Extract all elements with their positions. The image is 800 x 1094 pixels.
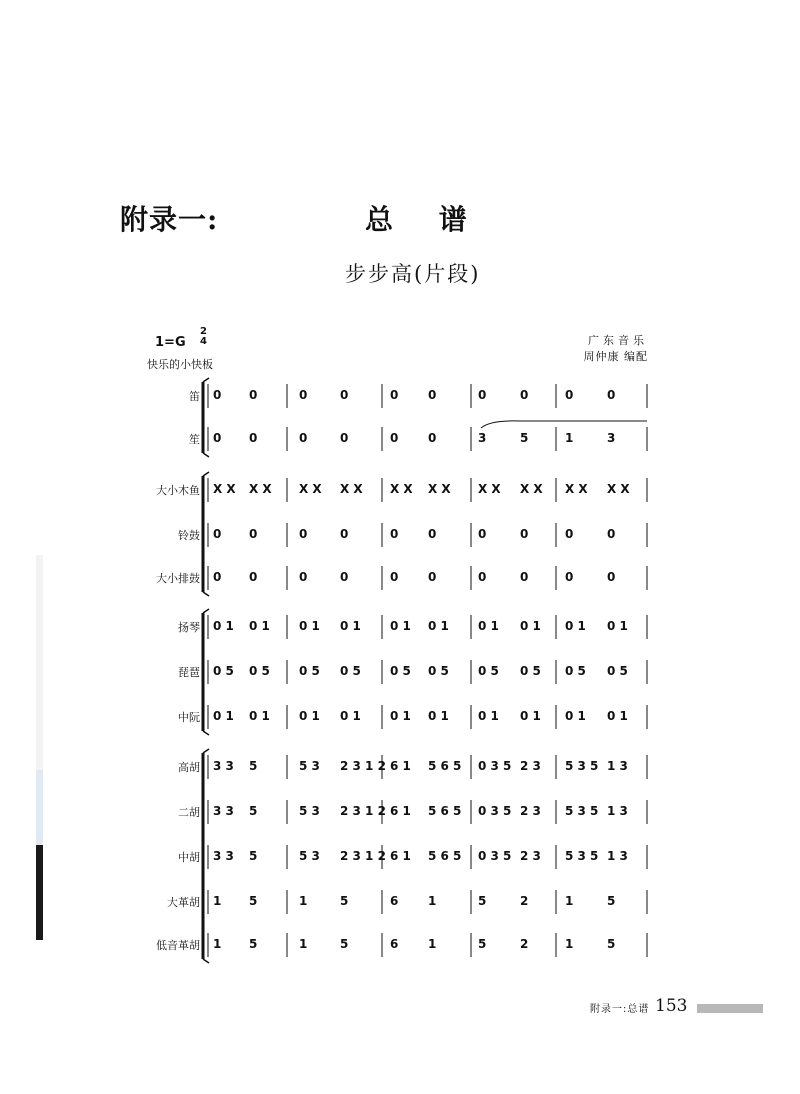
notation-cell: X X [213,482,236,496]
binding-strip [36,555,43,940]
group-bracket-hook [203,609,209,613]
notation-cell: X X [340,482,363,496]
instrument-label: 扬琴 [178,621,200,634]
notation-cell: 0 [299,570,308,584]
notation-cell: 5 [249,849,258,863]
notation-cell: 1 [213,937,222,951]
notation-cell: 0 [428,570,437,584]
notation-cell: 0 5 [520,664,541,678]
notation-cell: 0 1 [520,709,541,723]
notation-cell: 0 [565,570,574,584]
appendix-heading: 附录一: [120,203,219,236]
notation-cell: 1 [299,894,308,908]
tempo-marking: 快乐的小快板 [147,358,213,371]
notation-cell: 3 3 [213,759,234,773]
notation-cell: 1 [565,431,574,445]
notation-cell: X X [428,482,451,496]
notation-cell: X X [565,482,588,496]
notation-cell: 0 [299,527,308,541]
notation-cell: 0 [607,570,616,584]
notation-cell: 0 3 5 [478,759,512,773]
notation-cell: 1 [565,894,574,908]
notation-cell: 5 [249,894,258,908]
time-signature-bottom: 4 [200,336,207,347]
score-heading: 总 谱 [365,203,485,236]
notation-cell: 0 [249,431,258,445]
notation-cell: 5 [478,894,487,908]
instrument-label: 铃鼓 [178,529,200,542]
notation-cell: 0 1 [299,709,320,723]
notation-cell: 2 [520,894,529,908]
notation-cell: 6 1 [390,804,411,818]
notation-cell: X X [520,482,543,496]
notation-cell: 0 5 [607,664,628,678]
notation-cell: 0 [249,388,258,402]
time-signature-top: 2 [200,326,207,337]
footer-bar [697,1004,763,1013]
notation-cell: 5 6 5 [428,804,462,818]
key-signature: 1=G [155,335,186,350]
notation-cell: 3 3 [213,804,234,818]
notation-cell: X X [478,482,501,496]
notation-cell: 0 [390,527,399,541]
notation-cell: 0 [520,388,529,402]
notation-cell: 2 3 1 2 [340,849,386,863]
instrument-label: 笛 [189,390,200,403]
notation-cell: 0 [340,570,349,584]
music-source: 广东音乐 [588,334,648,347]
notation-cell: 0 5 [213,664,234,678]
notation-cell: 1 [213,894,222,908]
notation-cell: 0 1 [520,619,541,633]
notation-cell: 2 3 [520,759,541,773]
notation-cell: 1 [428,937,437,951]
notation-cell: 5 [607,894,616,908]
group-bracket-hook [203,453,209,457]
notation-cell: 0 1 [340,619,361,633]
group-bracket-hook [203,378,209,382]
notation-cell: 0 5 [299,664,320,678]
notation-cell: 0 [213,570,222,584]
notation-cell: 0 [390,388,399,402]
notation-cell: 0 [340,388,349,402]
notation-cell: 0 [428,527,437,541]
notation-cell: 1 [565,937,574,951]
notation-cell: 0 3 5 [478,804,512,818]
notation-cell: 0 [213,431,222,445]
notation-cell: 5 6 5 [428,759,462,773]
notation-cell: 0 [428,388,437,402]
notation-cell: 0 5 [428,664,449,678]
arranger-credit: 周仲康 编配 [583,350,648,363]
notation-cell: 0 [565,527,574,541]
notation-cell: 0 5 [565,664,586,678]
notation-cell: 2 3 [520,849,541,863]
notation-cell: 0 1 [390,709,411,723]
notation-cell: 5 3 [299,804,320,818]
notation-cell: 5 [249,937,258,951]
notation-cell: 0 1 [478,619,499,633]
instrument-label: 中胡 [178,851,200,864]
notation-cell: 0 5 [249,664,270,678]
notation-cell: 0 [299,388,308,402]
notation-cell: 6 [390,894,399,908]
notation-cell: 2 3 [520,804,541,818]
notation-cell: 0 5 [478,664,499,678]
page-number: 153 [655,996,688,1016]
instrument-label: 高胡 [178,761,200,774]
notation-cell: 6 1 [390,849,411,863]
notation-cell: 3 [478,431,487,445]
notation-cell: 0 [478,527,487,541]
notation-cell: 2 3 1 2 [340,804,386,818]
footer-text: 附录一:总谱 [590,1004,650,1015]
notation-cell: 5 3 5 [565,759,599,773]
notation-cell: 0 1 [607,619,628,633]
notation-cell: 3 [607,431,616,445]
notation-cell: 0 1 [390,619,411,633]
notation-cell: 0 [249,570,258,584]
notation-cell: 1 3 [607,849,628,863]
instrument-label: 中阮 [178,711,200,724]
notation-cell: 0 [428,431,437,445]
notation-cell: 5 [249,759,258,773]
notation-cell: 0 1 [565,619,586,633]
notation-cell: 0 [249,527,258,541]
group-bracket-hook [203,959,209,963]
notation-cell: 0 1 [249,619,270,633]
notation-cell: 5 [340,894,349,908]
notation-cell: 5 [607,937,616,951]
notation-cell: 5 6 5 [428,849,462,863]
notation-cell: 0 [565,388,574,402]
notation-cell: X X [299,482,322,496]
piece-title: 步步高(片段) [345,262,481,286]
notation-cell: 5 3 [299,849,320,863]
notation-cell: 0 1 [478,709,499,723]
notation-cell: 5 [520,431,529,445]
instrument-label: 低音革胡 [156,939,200,952]
notation-cell: 0 1 [340,709,361,723]
notation-cell: 0 5 [390,664,411,678]
group-bracket-hook [203,749,209,753]
notation-cell: 0 [213,527,222,541]
notation-cell: 5 [478,937,487,951]
notation-cell: 0 [213,388,222,402]
notation-cell: 0 [390,570,399,584]
notation-cell: 0 1 [428,619,449,633]
notation-cell: 0 [607,527,616,541]
notation-cell: 2 [520,937,529,951]
instrument-label: 大小木鱼 [156,484,200,497]
notation-cell: 6 [390,937,399,951]
notation-cell: 0 1 [249,709,270,723]
notation-cell: 0 [607,388,616,402]
notation-cell: 5 3 [299,759,320,773]
notation-cell: 0 1 [213,709,234,723]
notation-cell: 5 3 5 [565,849,599,863]
notation-cell: 1 3 [607,804,628,818]
notation-cell: 0 1 [299,619,320,633]
instrument-label: 二胡 [178,806,200,819]
notation-cell: 5 [249,804,258,818]
group-bracket-hook [203,592,209,596]
notation-cell: 0 1 [213,619,234,633]
notation-cell: 0 [299,431,308,445]
instrument-label: 大革胡 [167,896,200,909]
group-bracket-hook [203,731,209,735]
notation-cell: X X [607,482,630,496]
notation-cell: 0 1 [565,709,586,723]
notation-cell: 0 5 [340,664,361,678]
notation-cell: 0 1 [607,709,628,723]
instrument-label: 琵琶 [178,666,200,679]
notation-cell: 0 [478,388,487,402]
notation-cell: 2 3 1 2 [340,759,386,773]
instrument-label: 笙 [189,433,200,446]
notation-cell: 0 [340,431,349,445]
instrument-label: 大小排鼓 [156,572,200,585]
notation-cell: 1 3 [607,759,628,773]
notation-cell: 5 3 5 [565,804,599,818]
notation-cell: 0 [520,527,529,541]
notation-cell: 0 1 [428,709,449,723]
slur-mark [481,421,647,428]
notation-cell: 0 [390,431,399,445]
notation-cell: 6 1 [390,759,411,773]
notation-cell: 3 3 [213,849,234,863]
notation-cell: 0 [478,570,487,584]
notation-cell: 1 [428,894,437,908]
notation-cell: 0 [340,527,349,541]
notation-cell: X X [249,482,272,496]
notation-cell: 0 [520,570,529,584]
notation-cell: 1 [299,937,308,951]
notation-cell: 5 [340,937,349,951]
notation-cell: X X [390,482,413,496]
notation-cell: 0 3 5 [478,849,512,863]
group-bracket-hook [203,472,209,476]
